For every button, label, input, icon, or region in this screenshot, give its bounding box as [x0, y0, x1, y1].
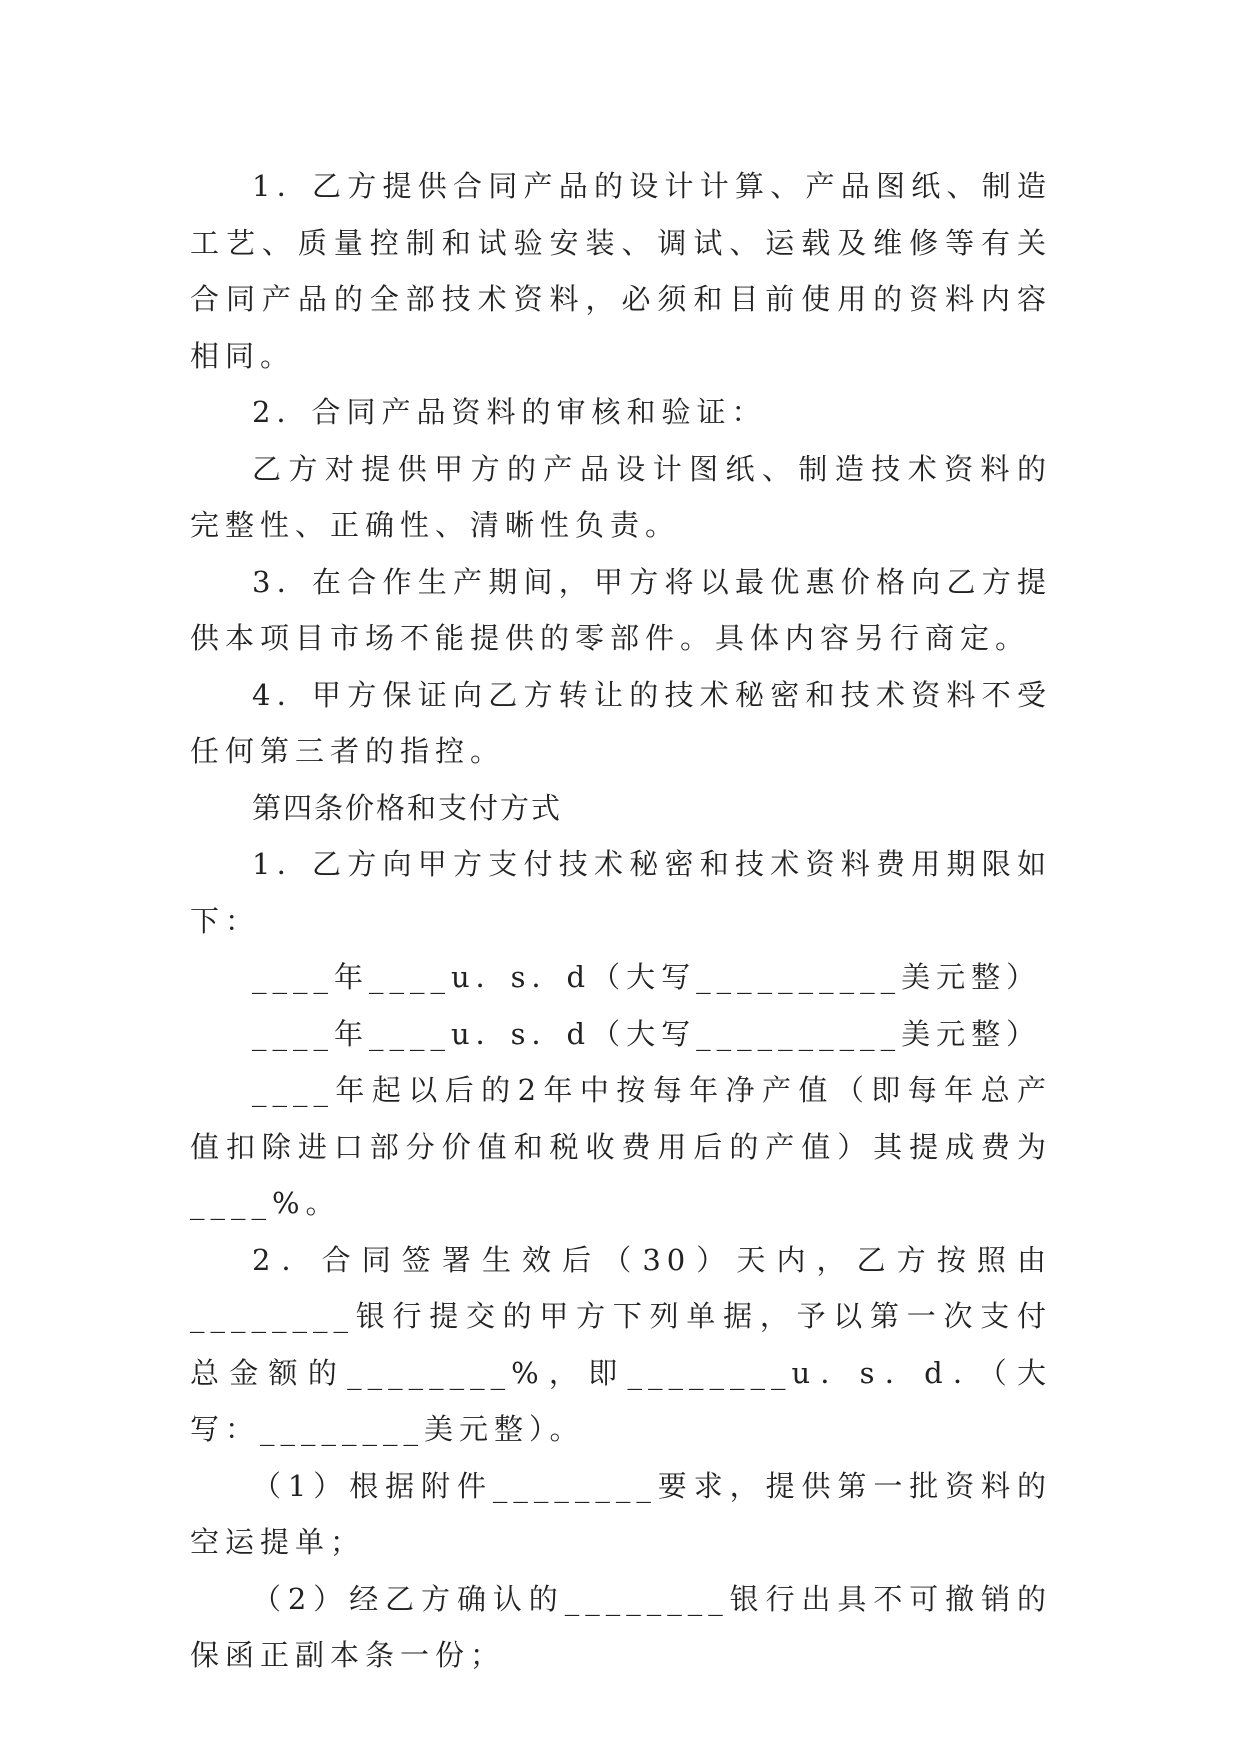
paragraph-clause-1: 1．乙方提供合同产品的设计计算、产品图纸、制造工艺、质量控制和试验安装、调试、运载及维修等有关合同产品的全部技术资料，必须和目前使用的资料内容相同。: [190, 169, 1052, 373]
paragraph-clause-3: 3．在合作生产期间，甲方将以最优惠价格向乙方提供本项目市场不能提供的零部件。具体内容另行商定。: [190, 564, 1052, 655]
payment-line-year-1: ____年____u．s．d（大写__________美元整）: [252, 960, 1042, 994]
paragraph-clause-4: 4．甲方保证向乙方转让的技术秘密和技术资料不受任何第三者的指控。: [190, 677, 1052, 768]
document-body: [190, 158, 1052, 1684]
paragraph-clause-2-detail: 乙方对提供甲方的产品设计图纸、制造技术资料的完整性、正确性、清晰性负责。: [190, 451, 1052, 542]
paragraph-payment-1: 1．乙方向甲方支付技术秘密和技术资料费用期限如下：: [190, 847, 1052, 938]
paragraph-document-2: （2）经乙方确认的________银行出具不可撤销的保函正副本条一份；: [190, 1581, 1052, 1672]
payment-line-year-2: ____年____u．s．d（大写__________美元整）: [252, 1016, 1042, 1051]
paragraph-document-1: （1）根据附件________要求，提供第一批资料的空运提单；: [190, 1468, 1052, 1559]
paragraph-payment-2: 2．合同签署生效后（30）天内，乙方按照由________银行提交的甲方下列单据，予以第一次支付总金额的________%，即________u．s．d．（大写：________美元整）。: [190, 1242, 1052, 1446]
section-heading-article-4: 第四条价格和支付方式: [252, 790, 563, 825]
paragraph-royalty: ____年起以后的2年中按每年净产值（即每年总产值扣除进口部分价值和税收费用后的产值）其提成费为____%。: [190, 1073, 1052, 1220]
paragraph-clause-2: 2．合同产品资料的审核和验证：: [252, 395, 767, 429]
